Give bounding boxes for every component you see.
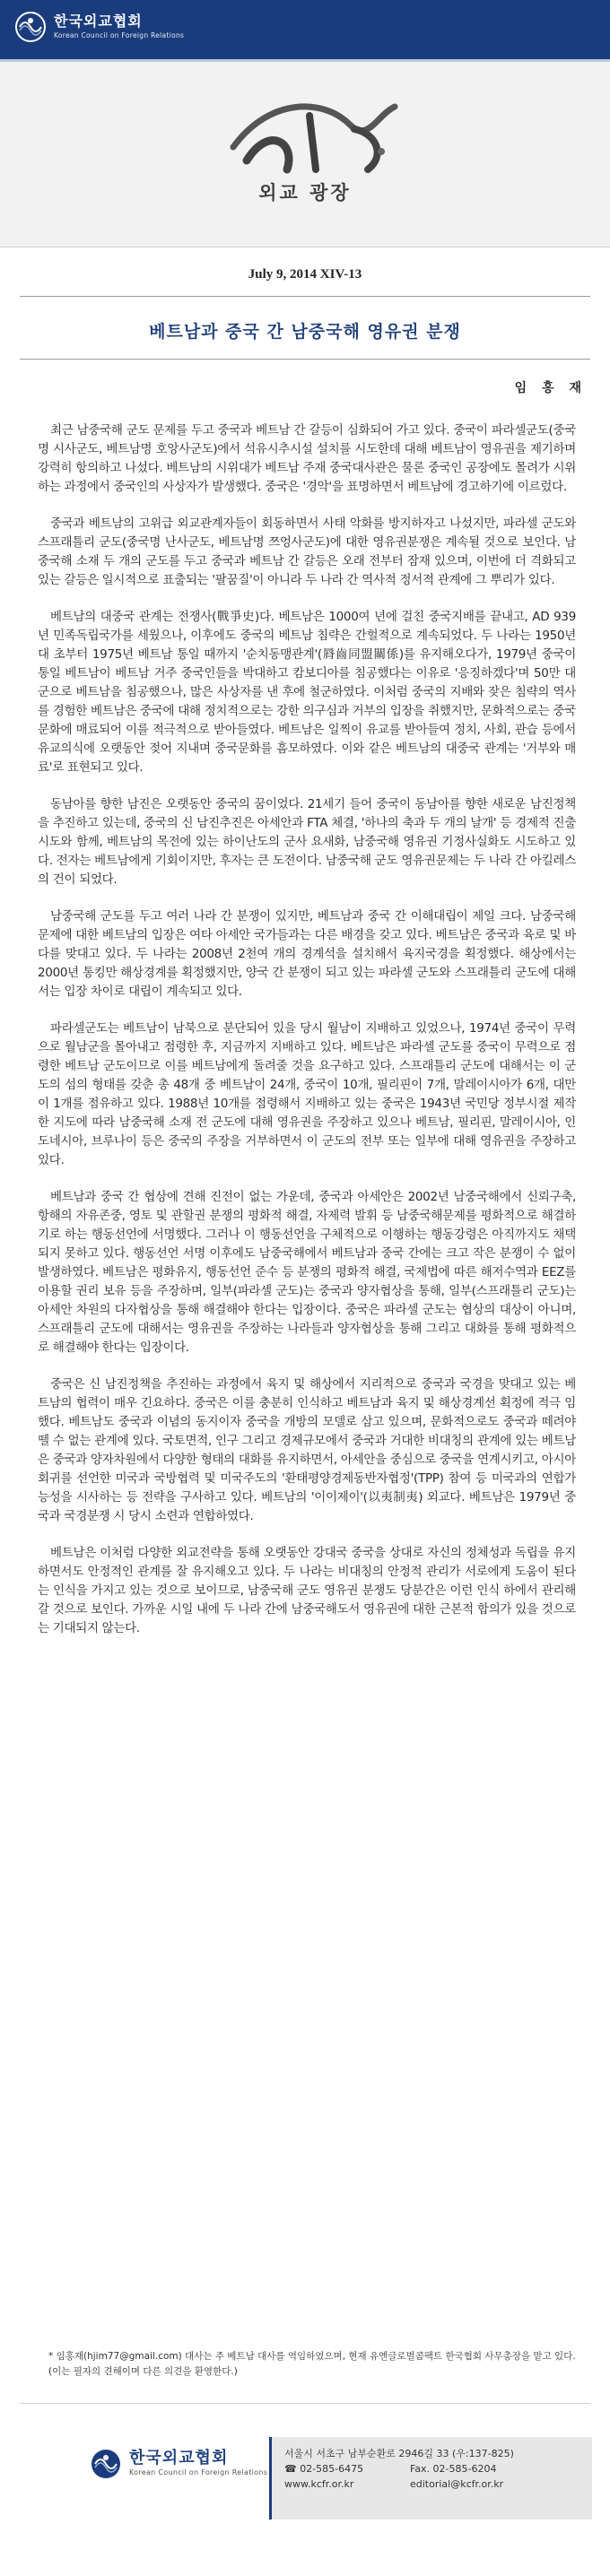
paragraph: 베트남의 대중국 관계는 전쟁사(戰爭史)다. 베트남은 1000여 년에 걸친 중국지배를 끝내고, AD 939년 민족독립국가를 세웠으나, 이후에도 중국의 베트남 침략은 간헐적으로 계속되었다. 두 나라는 1950년대 초부터 1975년 베트남 통일 때까지 '순치동맹관계'(脣齒同盟關係)를 유지해오다가, 1979년 중국이 통일 베트남이 베트남 거주 중국인들을 박대하고 캄보디아를 침공했다는 이유로 '응징하겠다'며 50만 대군으로 베트남을 침공했으나, 많은 사상자를 낸 후에 철군하였다. 이처럼 중국의 지배와 잦은 침략의 역사를 경험한 베트남은 중국에 대해 정치적으로는 강한 의구심과 거부의 입장을 취했지만, 문화적으로는 중국문화에 매료되어 이를 적극적으로 받아들였다. 베트남은 일찍이 유교를 받아들여 정치, 사회, 관습 등에서 유교의식에 오랫동안 젖어 지내며 중국문화를 흠모하였다. 이와 같은 베트남의 대중국 관계는 '거부와 매료'로 표현되고 있다. bbox=[38, 610, 576, 775]
phone: ☎ 02-585-6475 bbox=[284, 2463, 364, 2475]
author-name: 임 홍 재 bbox=[514, 381, 587, 395]
paragraph: 파라셀군도는 베트남이 남북으로 분단되어 있을 당시 월남이 지배하고 있었으나, 1974년 중국이 무력으로 월남군을 몰아내고 점령한 후, 지금까지 지배하고 있다. 베트남은 파라셀 군도를 중국이 무력으로 점령한 베트남 군도이므로 이를 베트남에게 돌려줄 것을 요구하고 있다. 스프래틀리 군도에 대해서는 이 군도의 섬의 형태를 갖춘 총 48개 중 베트남이 24개, 중국이 10개, 필리핀이 7개, 말레이시아가 6개, 대만이 1개를 점유하고 있다. 1988년 10개를 점령해서 지배하고 있는 중국은 1943년 국민당 정부시절 제작한 지도에 따라 남중국해 소재 전 군도에 대해 영유권을 주장하고 있으나 베트남, 필리핀, 말레이시아, 인도네시아, 브루나이 등은 중국의 주장을 거부하면서 이 군도의 전부 또는 일부에 대해 영유권을 주장하고 있다. bbox=[38, 1021, 576, 1167]
divider bbox=[20, 296, 590, 297]
banner-calligraphy: 외교 광장 bbox=[258, 181, 352, 204]
brush-calligraphy-icon bbox=[0, 62, 610, 247]
footer-org-name-en: Korean Council on Foreign Relations bbox=[129, 2468, 268, 2476]
paragraph: 남중국해 군도를 두고 여러 나라 간 분쟁이 있지만, 베트남과 중국 간 이해대립이 제일 크다. 남중국해 문제에 대한 베트남의 입장은 여타 아세안 국가들과는 다른 배경을 갖고 있다. 베트남은 중국과 육로 및 바다를 맞대고 있다. 두 나라는 2008년 2천여 개의 경계석을 설치해서 육지국경을 획정했다. 해상에서는 2000년 통킹만 해상경계를 획정했지만, 양국 간 분쟁이 되고 있는 파라셀 군도와 스프래틀리 군도에 대해서는 입장 차이로 대립이 계속되고 있다. bbox=[38, 909, 576, 999]
article-body bbox=[38, 421, 576, 1656]
divider bbox=[20, 2403, 590, 2404]
header-bar bbox=[0, 0, 610, 62]
issue-date: July 9, 2014 XIV-13 bbox=[248, 267, 362, 282]
paragraph: 최근 남중국해 군도 문제를 두고 중국과 베트남 간 갈등이 심화되어 가고 있다. 중국이 파라셀군도(중국명 시사군도, 베트남명 호앙사군도)에서 석유시추시설 설치를 시도한데 대해 베트남이 영유권을 제기하며 강력히 항의하고 나섰다. 베트남의 시위대가 베트남 주재 중국대사관은 물론 중국인 공장에도 몰려가 시위하는 과정에서 중국인의 사상자가 발생했다. 중국은 '경악'을 표명하면서 베트남에 경고하기에 이르렀다. bbox=[38, 423, 576, 494]
paragraph: 중국과 베트남의 고위급 외교관계자들이 회동하면서 사태 악화를 방지하자고 나섰지만, 파라셀 군도와 스프래틀리 군도(중국명 난사군도, 베트남명 쯔엉사군도)에 대한 영유권분쟁은 계속될 것으로 보인다. 남중국해 소재 두 개의 군도를 두고 중국과 베트남 간 갈등은 오래 전부터 잠재 있으며, 이번에 더 격화되고 있는 갈등은 일시적으로 표출되는 '팔꿈질'이 아니라 두 나라 간 역사적 정서적 관계에 그 뿌리가 있다. bbox=[38, 516, 576, 587]
paragraph: 중국은 신 남진정책을 추진하는 과정에서 육지 및 해상에서 지리적으로 중국과 국경을 맞대고 있는 베트남의 협력이 매우 긴요하다. 중국은 이를 충분히 인식하고 베트남과 육지 및 해상경계선 획정에 적극 임했다. 베트남도 중국과 이념의 동지이자 중국을 개방의 모델로 삼고 있으며, 문화적으로도 중국과 떼려야 뗄 수 없는 관계에 있다. 국토면적, 인구 그리고 경제규모에서 중국과 거대한 비대칭의 관계에 있는 베트남은 중국과 양자차원에서 다양한 형태의 대화를 유지하면서, 아세안을 중심으로 중국을 연계시키고, 아시아회귀를 선언한 미국과 국방협력 및 미국주도의 '환태평양경제동반자협정'(TPP) 참여 등 미국과의 연합가능성을 시사하는 등 전략을 구사하고 있다. 베트남의 '이이제이'(以夷制夷) 외교다. 베트남은 1979년 중국과 국경분쟁 시 당시 소련과 연합하였다. bbox=[38, 1377, 576, 1523]
fax: Fax. 02-585-6204 bbox=[410, 2463, 497, 2475]
article-title: 베트남과 중국 간 남중국해 영유권 분쟁 bbox=[149, 322, 461, 342]
org-logo[interactable] bbox=[14, 11, 184, 43]
paragraph: 동남아를 향한 남진은 오랫동안 중국의 꿈이었다. 21세기 들어 중국이 동남아를 향한 새로운 남진정책을 추진하고 있는데, 중국의 신 남진추진은 아세안과 FTA 체결, '하나의 축과 두 개의 날개' 등 경제적 진출시도와 함께, 베트남의 목전에 있는 하이난도의 군사 요새화, 남중국해 영유권 기정사실화도 시도하고 있다. 전자는 베트남에게 기회이지만, 후자는 큰 도전이다. 남중국해 군도 영유권문제는 두 나라 간 아킬레스의 건이 되었다. bbox=[38, 797, 576, 887]
footer-logo[interactable] bbox=[90, 2448, 267, 2480]
divider bbox=[20, 359, 590, 360]
contact-box bbox=[269, 2437, 592, 2520]
address: 서울시 서초구 남부순환로 2946길 33 (우:137-825) bbox=[284, 2448, 514, 2459]
email-link[interactable]: editorial@kcfr.or.kr bbox=[410, 2478, 504, 2490]
banner bbox=[0, 62, 610, 247]
footer bbox=[0, 2421, 610, 2576]
website-link[interactable]: www.kcfr.or.kr bbox=[284, 2478, 354, 2490]
kcfr-emblem-icon bbox=[14, 11, 47, 43]
kcfr-emblem-icon bbox=[90, 2448, 122, 2480]
org-name-en: Korean Council on Foreign Relations bbox=[54, 31, 185, 39]
org-name-ko: 한국외교협회 bbox=[54, 13, 143, 30]
paragraph: 베트남과 중국 간 협상에 견해 진전이 없는 가운데, 중국과 아세안은 2002년 남중국해에서 신뢰구축, 항해의 자유존중, 영토 및 관할권 분쟁의 평화적 해결, 자제력 발휘 등 남중국해문제를 평화적으로 해결하기로 하는 행동선언에 서명했다. 그러나 이 행동선언을 구체적으로 이행하는 행동강령은 아직까지도 채택되지 못하고 있다. 행동선언 서명 이후에도 남중국해에서 베트남과 중국 간에는 크고 작은 분쟁이 수 없이 발생하였다. 베트남은 평화유지, 행동선언 준수 등 분쟁의 평화적 해결, 국제법에 따른 해저수역과 EEZ를 이용할 권리 보유 등을 주장하며, 일부(파라셀 군도)는 중국과 양자협상을 통해, 일부(스프래틀리 군도)는 아세안 차원의 다자협상을 통해 해결해야 한다는 입장이다. 중국은 파라셀 군도는 협상의 대상이 아니며, 스프래틀리 군도에 대해서는 영유권을 주장하는 나라들과 양자협상을 통해 그리고 대화를 통해 평화적으로 해결해야 한다는 입장이다. bbox=[38, 1190, 576, 1355]
author-footnote: * 임홍재(hjim77@gmail.com) 대사는 주 베트남 대사를 역임하였으며, 현재 유엔글로벌콤팩트 한국협회 사무총장을 맡고 있다. (이는 필자의 견해이며 다른 의견을 환영한다.) bbox=[48, 2351, 576, 2377]
paragraph: 베트남은 이처럼 다양한 외교전략을 통해 오랫동안 강대국 중국을 상대로 자신의 정체성과 독립을 유지하면서도 안정적인 관계를 잘 유지해오고 있다. 두 나라는 비대칭의 안정적 관리가 서로에게 도움이 된다는 인식을 가지고 있는 것으로 보이므로, 남중국해 군도 영유권 분쟁도 당분간은 이런 인식 하에서 관리해 갈 것으로 보인다. 가까운 시일 내에 두 나라 간에 남중국해도서 영유권에 대한 근본적 합의가 있을 것으로는 기대되지 않는다. bbox=[38, 1546, 576, 1635]
footer-org-name-ko: 한국외교협회 bbox=[129, 2449, 229, 2468]
